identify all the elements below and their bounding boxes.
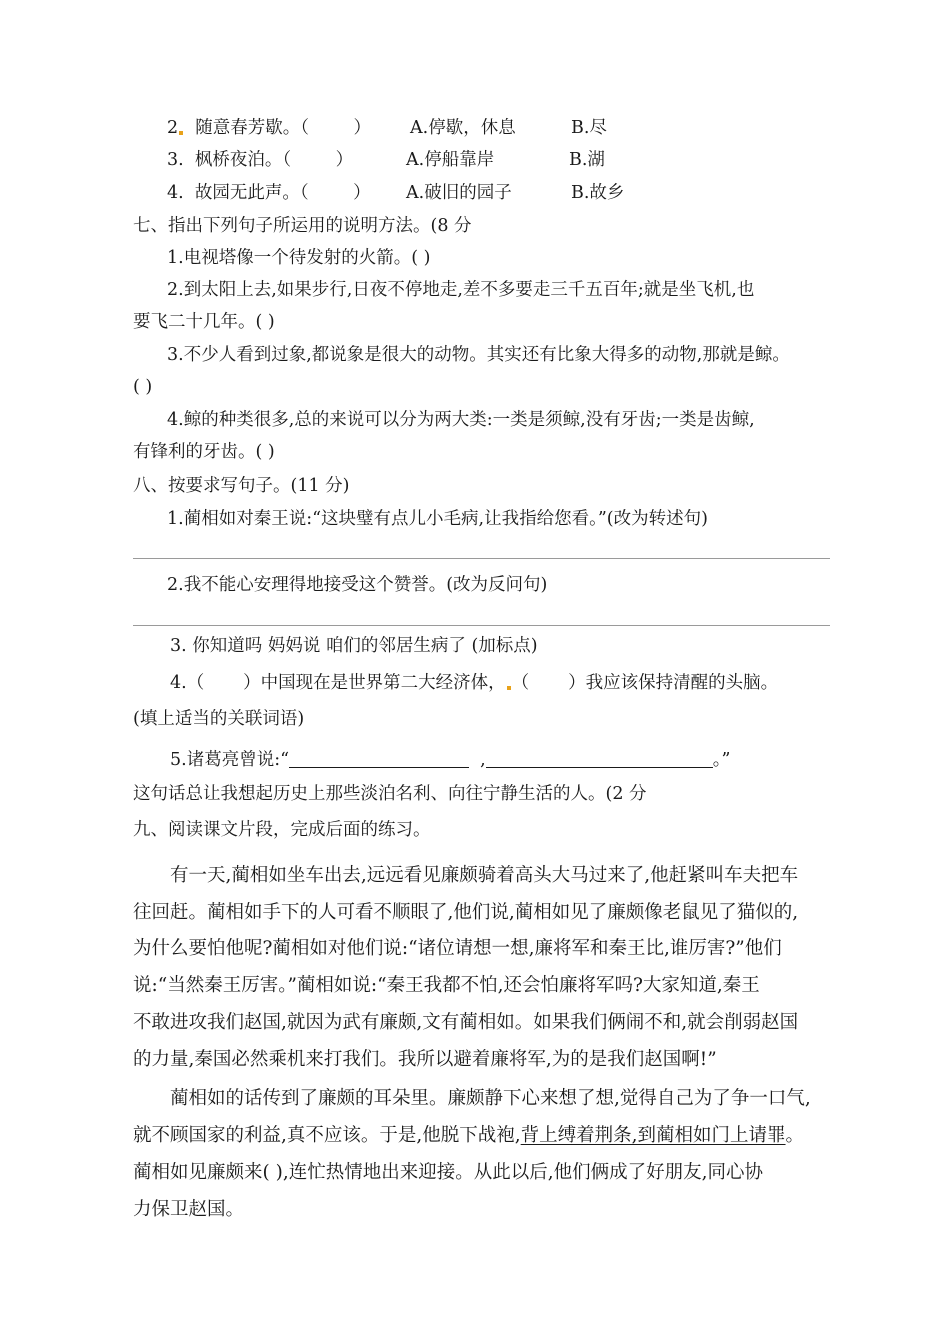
q4-part-a: 4.（ ）中国现在是世界第二大经济体，	[170, 673, 506, 693]
sec7-question-1: 1.电视塔像一个待发射的火箭。( )	[167, 248, 431, 268]
sec7-question-4-line1: 4.鲸的种类很多,总的来说可以分为两大类:一类是须鲸,没有牙齿;一类是齿鲸,	[167, 410, 755, 430]
q5-prefix: 5.诸葛亮曾说:“	[170, 750, 290, 770]
item-number: 2	[167, 118, 179, 138]
p2-line2-text: 就不顾国家的利益,真不应该。于是,他脱下战袍,	[133, 1125, 521, 1146]
passage-p2-line4: 力保卫赵国。	[133, 1199, 245, 1220]
sec6-item-4	[167, 181, 371, 205]
sec8-question-3: 3. 你知道吗 妈妈说 咱们的邻居生病了 (加标点)	[170, 636, 538, 656]
item-question: 枫桥夜泊。（ ）	[194, 150, 354, 170]
sec6-item-3-option-b: B.湖	[569, 150, 605, 170]
item-number: 3.	[167, 150, 184, 170]
sec6-item-3	[167, 148, 353, 172]
section-8-heading: 八、按要求写句子。(11 分)	[133, 476, 350, 496]
answer-line-1[interactable]	[133, 558, 830, 559]
section-7-heading: 七、指出下列句子所运用的说明方法。(8 分	[133, 216, 472, 236]
sec8-question-2: 2.我不能心安理得地接受这个赞誉。(改为反问句)	[167, 575, 548, 595]
sec7-question-4-line2: 有锋利的牙齿。( )	[133, 442, 275, 462]
passage-p1-line1: 有一天,蔺相如坐车出去,远远看见廉颇骑着高头大马过来了,他赶紧叫车夫把车	[170, 865, 799, 886]
mark-dot	[507, 686, 511, 690]
sec6-item-4-option-b: B.故乡	[571, 183, 625, 203]
p2-line2-end: 。	[785, 1125, 805, 1146]
sec6-item-3-option-a: A.停船靠岸	[406, 150, 495, 170]
sec6-item-2-option-a: A.停歇，休息	[410, 118, 516, 138]
sec8-question-1: 1.蔺相如对秦王说:“这块璧有点儿小毛病,让我指给您看。”(改为转述句)	[167, 509, 708, 529]
passage-p1-line4: 说:“当然秦王厉害。”蔺相如说:“秦王我都不怕,还会怕廉将军吗?大家知道,秦王	[133, 975, 760, 996]
sec8-question-4	[170, 671, 778, 695]
passage-p1-line3: 为什么要怕他呢?蔺相如对他们说:“诸位请想一想,廉将军和秦王比,谁厉害?”他们	[133, 938, 782, 959]
sec8-question-5	[170, 748, 730, 772]
q5-comma: ,	[469, 750, 486, 770]
sec7-question-3-line2: ( )	[133, 377, 153, 397]
fill-blank-2[interactable]	[486, 749, 713, 768]
sec8-question-5-line2: 这句话总让我想起历史上那些淡泊名利、向往宁静生活的人。(2 分	[133, 784, 647, 804]
passage-p1-line6: 的力量,秦国必然乘机来打我们。我所以避着廉将军,为的是我们赵国啊!”	[133, 1049, 717, 1070]
passage-p1-line2: 往回赶。蔺相如手下的人可看不顺眼了,他们说,蔺相如见了廉颇像老鼠见了猫似的,	[133, 902, 799, 923]
fill-blank-1[interactable]	[289, 749, 469, 768]
passage-p2-line2	[133, 1124, 804, 1148]
sec8-question-4-line2: (填上适当的关联词语)	[133, 709, 305, 729]
q4-part-b: （ ）我应该保持清醒的头脑。	[511, 673, 779, 693]
mark-dot	[179, 131, 183, 135]
section-9-heading: 九、阅读课文片段，完成后面的练习。	[133, 820, 431, 840]
sec7-question-3-line1: 3.不少人看到过象,都说象是很大的动物。其实还有比象大得多的动物,那就是鲸。	[167, 345, 790, 365]
passage-p1-line5: 不敢进攻我们赵国,就因为武有廉颇,文有蔺相如。如果我们俩闹不和,就会削弱赵国	[133, 1012, 799, 1033]
sec7-question-2-line1: 2.到太阳上去,如果步行,日夜不停地走,差不多要走三千五百年;就是坐飞机,也	[167, 280, 755, 300]
q5-suffix: 。”	[712, 750, 731, 770]
passage-p2-line1: 蔺相如的话传到了廉颇的耳朵里。廉颇静下心来想了想,觉得自己为了争一口气,	[170, 1088, 811, 1109]
item-question: 故园无此声。（ ）	[194, 183, 371, 203]
sec7-question-2-line2: 要飞二十几年。( )	[133, 312, 275, 332]
sec6-item-2-option-b: B.尽	[571, 118, 607, 138]
answer-line-2[interactable]	[133, 625, 830, 626]
sec6-item-2	[167, 116, 371, 140]
sec6-item-4-option-a: A.破旧的园子	[406, 183, 512, 203]
underlined-sentence: 背上缚着荆条,到蔺相如门上请罪	[520, 1125, 786, 1146]
item-number: 4.	[167, 183, 184, 203]
item-question: 随意春芳歇。（ ）	[195, 118, 372, 138]
passage-p2-line3: 蔺相如见廉颇来( ),连忙热情地出来迎接。从此以后,他们俩成了好朋友,同心协	[133, 1162, 763, 1183]
